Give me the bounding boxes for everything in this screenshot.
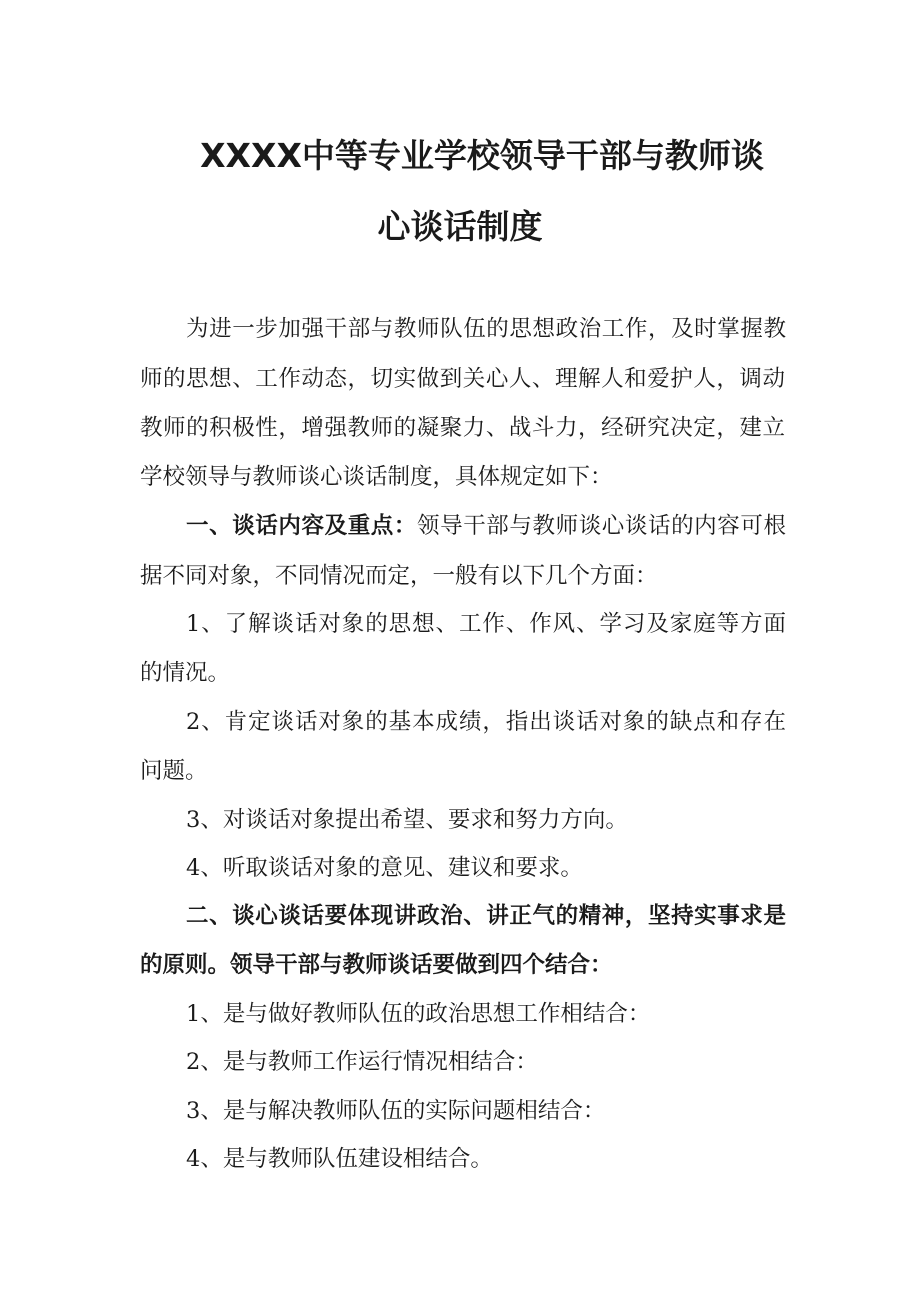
section1-item-3: 3、对谈话对象提出希望、要求和努力方向。 <box>186 807 628 833</box>
section2-heading-line-2: 的原则。领导干部与教师谈话要做到四个结合： <box>140 952 613 978</box>
section1-lead-rest: 领导干部与教师谈心谈话的内容可根 <box>417 513 786 539</box>
section1-line-2: 据不同对象，不同情况而定，一般有以下几个方面： <box>140 563 658 589</box>
section2-item-2: 2、是与教师工作运行情况相结合： <box>186 1049 538 1075</box>
section1-item-2-line-1: 2、肯定谈话对象的基本成绩，指出谈话对象的缺点和存在 <box>186 709 786 735</box>
section2-item-4: 4、是与教师队伍建设相结合。 <box>186 1146 493 1172</box>
intro-line-4: 学校领导与教师谈心谈话制度，具体规定如下： <box>140 464 613 490</box>
document-title-line-1: XXXX中等专业学校领导干部与教师谈 <box>200 136 764 175</box>
intro-line-1: 为进一步加强干部与教师队伍的思想政治工作，及时掌握教 <box>186 316 786 342</box>
section2-item-1: 1、是与做好教师队伍的政治思想工作相结合： <box>186 1001 651 1027</box>
section1-heading: 一、谈话内容及重点： <box>186 513 417 539</box>
section1-item-4: 4、听取谈话对象的意见、建议和要求。 <box>186 855 583 881</box>
section1-lead-line <box>186 511 786 541</box>
document-title-line-2: 心谈话制度 <box>377 207 543 246</box>
section1-item-2-line-2: 问题。 <box>140 758 208 784</box>
section1-item-1-line-1: 1、了解谈话对象的思想、工作、作风、学习及家庭等方面 <box>186 611 786 637</box>
intro-line-2: 师的思想、工作动态，切实做到关心人、理解人和爱护人，调动 <box>140 366 785 392</box>
section1-item-1-line-2: 的情况。 <box>140 660 231 686</box>
intro-line-3: 教师的积极性，增强教师的凝聚力、战斗力，经研究决定，建立 <box>140 415 785 441</box>
section2-item-3: 3、是与解决教师队伍的实际问题相结合： <box>186 1098 606 1124</box>
section2-heading-line-1: 二、谈心谈话要体现讲政治、讲正气的精神，坚持实事求是 <box>186 903 786 929</box>
